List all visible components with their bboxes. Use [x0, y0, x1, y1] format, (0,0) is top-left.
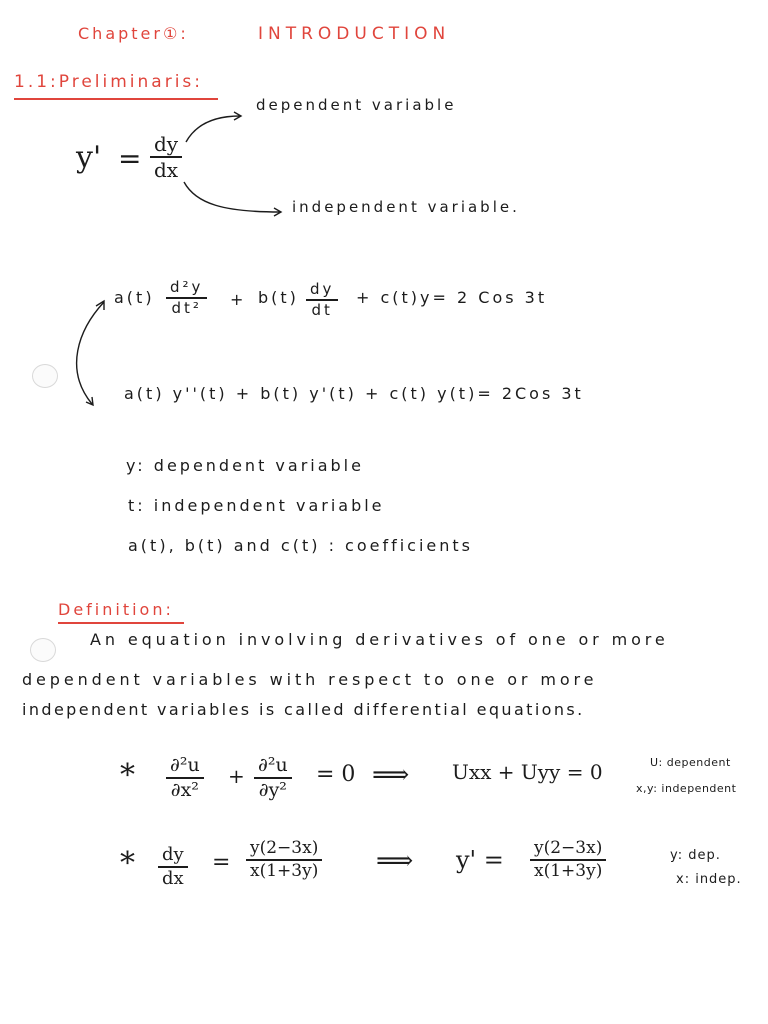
example1-result: Uxx + Uyy = 0 [452, 760, 603, 784]
note-coefficients: a(t), b(t) and c(t) : coefficients [128, 536, 474, 555]
chapter-label: Chapter①: [78, 24, 189, 43]
ode1-frac2-num: dy [310, 280, 335, 298]
example2-rhs-den: x(1+3y) [250, 861, 319, 881]
example1-note-dependent: U: dependent [650, 756, 731, 769]
chapter-title: INTRODUCTION [258, 24, 451, 44]
example2-rhs-num: y(2−3x) [250, 838, 319, 858]
example1-arrow: ⟹ [372, 760, 410, 790]
example2-lhs-den: dx [162, 868, 184, 889]
example1-note-independent: x,y: independent [636, 782, 737, 795]
example2-star: * [120, 846, 135, 881]
example1-frac2 [254, 756, 292, 800]
section-underline [14, 98, 218, 100]
ode1-frac1 [166, 280, 207, 316]
example1-star: * [120, 758, 135, 793]
ode1-rest: + c(t)y= 2 Cos 3t [356, 288, 548, 307]
example2-note-independent: x: indep. [676, 872, 742, 887]
example1-frac1-den: ∂x² [170, 779, 199, 801]
ode1-frac2 [306, 282, 338, 318]
dependent-variable-note: dependent variable [256, 96, 457, 114]
ode1-plus: + [230, 290, 247, 309]
example2-arrow: ⟹ [376, 846, 414, 876]
example2-lhs-num: dy [162, 844, 184, 865]
example2-note-dependent: y: dep. [670, 848, 721, 863]
ode2: a(t) y''(t) + b(t) y'(t) + c(t) y(t)= 2Cos 3t [124, 384, 584, 403]
example1-eq-zero: = 0 [316, 762, 356, 787]
derivative-denominator: dx [154, 158, 179, 182]
binder-hole-bottom [30, 638, 56, 662]
definition-line-3: independent variables is called differential equations. [22, 700, 585, 719]
example1-frac1-num: ∂²u [170, 754, 200, 776]
example1-plus: + [228, 764, 245, 788]
example1-frac1 [166, 756, 204, 800]
example2-rhs2-den: x(1+3y) [534, 861, 603, 881]
ode1-frac1-num: d²y [170, 278, 204, 296]
definition-heading: Definition: [58, 600, 174, 619]
derivative-numerator: dy [154, 132, 179, 156]
note-dependent: y: dependent variable [126, 456, 364, 475]
section-heading: 1.1:Preliminaris: [14, 72, 204, 92]
ode1-frac1-den: dt² [171, 299, 202, 317]
example1-frac2-den: ∂y² [258, 779, 287, 801]
example2-y-prime: y' = [456, 846, 504, 874]
example2-rhs2 [530, 840, 606, 880]
binder-hole-top [32, 364, 58, 388]
independent-variable-note: independent variable. [292, 198, 520, 216]
ode1-a: a(t) [114, 288, 155, 307]
example2-rhs2-num: y(2−3x) [534, 838, 603, 858]
derivative-lhs: y' [76, 140, 102, 175]
ode1-frac2-den: dt [311, 301, 333, 319]
example2-eq: = [212, 850, 231, 875]
ode1-b: b(t) [258, 288, 299, 307]
derivative-eq: = [118, 142, 142, 175]
example2-lhs [158, 846, 188, 888]
example2-rhs [246, 840, 322, 880]
note-independent: t: independent variable [128, 496, 385, 515]
derivative-fraction [150, 134, 182, 180]
definition-underline [58, 622, 184, 624]
definition-line-2: dependent variables with respect to one or more [22, 670, 598, 689]
example1-frac2-num: ∂²u [258, 754, 288, 776]
definition-line-1: An equation involving derivatives of one or more [90, 630, 669, 649]
